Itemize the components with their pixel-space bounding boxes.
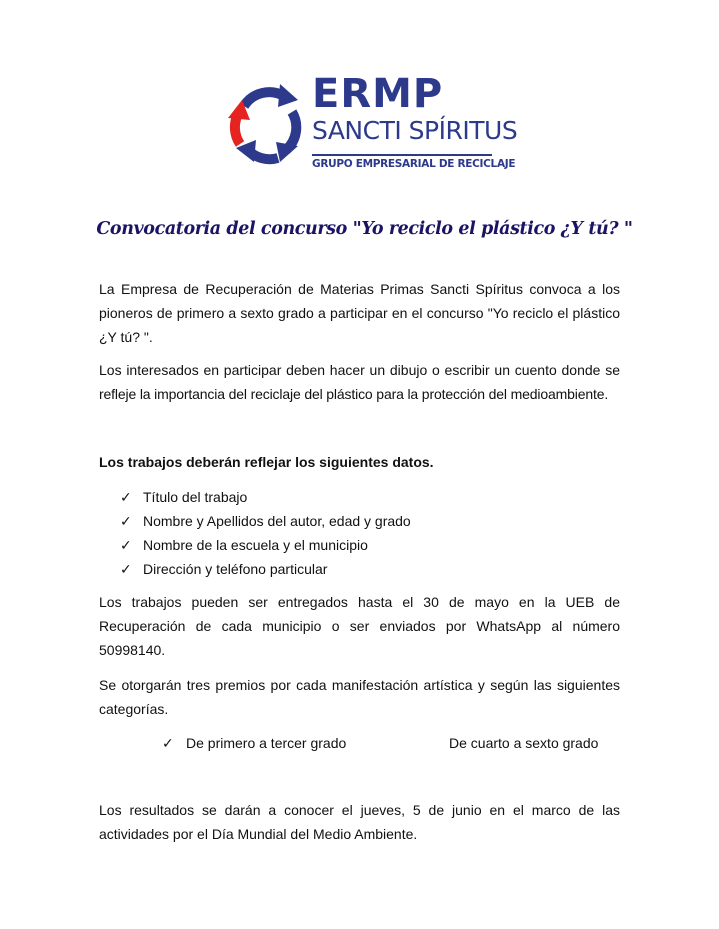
checkmark-icon: ✓: [120, 537, 132, 553]
list-item: ✓ Nombre y Apellidos del autor, edad y grado: [120, 509, 411, 533]
delivery-line-3: 50998140.: [99, 642, 166, 658]
company-logo: [226, 71, 518, 178]
checkmark-icon: ✓: [120, 561, 132, 577]
delivery-line-2: Recuperación de cada municipio o ser enviados por WhatsApp al número: [99, 618, 620, 634]
list-item: ✓ Título del trabajo: [120, 485, 411, 509]
intro-line-2: pioneros de primero a sexto grado a participar en el concurso "Yo reciclo el plástico: [99, 305, 620, 321]
logo-subtitle: SANCTI SPÍRITUS: [312, 116, 518, 145]
results-line-2: actividades por el Día Mundial del Medio Ambiente.: [99, 826, 418, 842]
prizes-paragraph: [99, 673, 620, 721]
logo-tagline: GRUPO EMPRESARIAL DE RECICLAJE: [312, 158, 516, 170]
document-title: Convocatoria del concurso "Yo reciclo el plástico ¿Y tú? ": [96, 219, 633, 239]
delivery-line-1: Los trabajos pueden ser entregados hasta el 30 de mayo en la UEB de: [99, 594, 620, 610]
delivery-paragraph: [99, 590, 620, 662]
interest-paragraph: [99, 358, 620, 406]
logo-title: ERMP: [312, 71, 444, 117]
prizes-line-1: Se otorgarán tres premios por cada manifestación artística y según las siguientes: [99, 677, 620, 693]
results-paragraph: [99, 798, 620, 846]
recycle-arrows-icon: [226, 74, 306, 174]
interest-line-2: refleje la importancia del reciclaje del plástico para la protección del medioambiente.: [99, 386, 609, 402]
logo-divider: [312, 154, 492, 156]
intro-line-3: ¿Y tú? ".: [99, 329, 153, 345]
list-item: ✓ Nombre de la escuela y el municipio: [120, 533, 411, 557]
list-item: ✓ Dirección y teléfono particular: [120, 557, 411, 581]
checkmark-icon: ✓: [120, 489, 132, 505]
checkmark-icon: ✓: [162, 735, 174, 751]
checkmark-icon: ✓: [120, 513, 132, 529]
prizes-line-2: categorías.: [99, 701, 169, 717]
intro-line-1: La Empresa de Recuperación de Materias Primas Sancti Spíritus convoca a los: [99, 281, 620, 297]
results-line-1: Los resultados se darán a conocer el jueves, 5 de junio en el marco de las: [99, 802, 620, 818]
interest-line-1: Los interesados en participar deben hacer un dibujo o escribir un cuento donde se: [99, 362, 620, 378]
category-first: ✓ De primero a tercer grado: [162, 732, 346, 754]
requirements-list: [120, 485, 411, 581]
intro-paragraph: [99, 277, 620, 349]
category-second: De cuarto a sexto grado: [449, 735, 599, 751]
requirements-heading: Los trabajos deberán reflejar los siguientes datos.: [99, 454, 434, 470]
